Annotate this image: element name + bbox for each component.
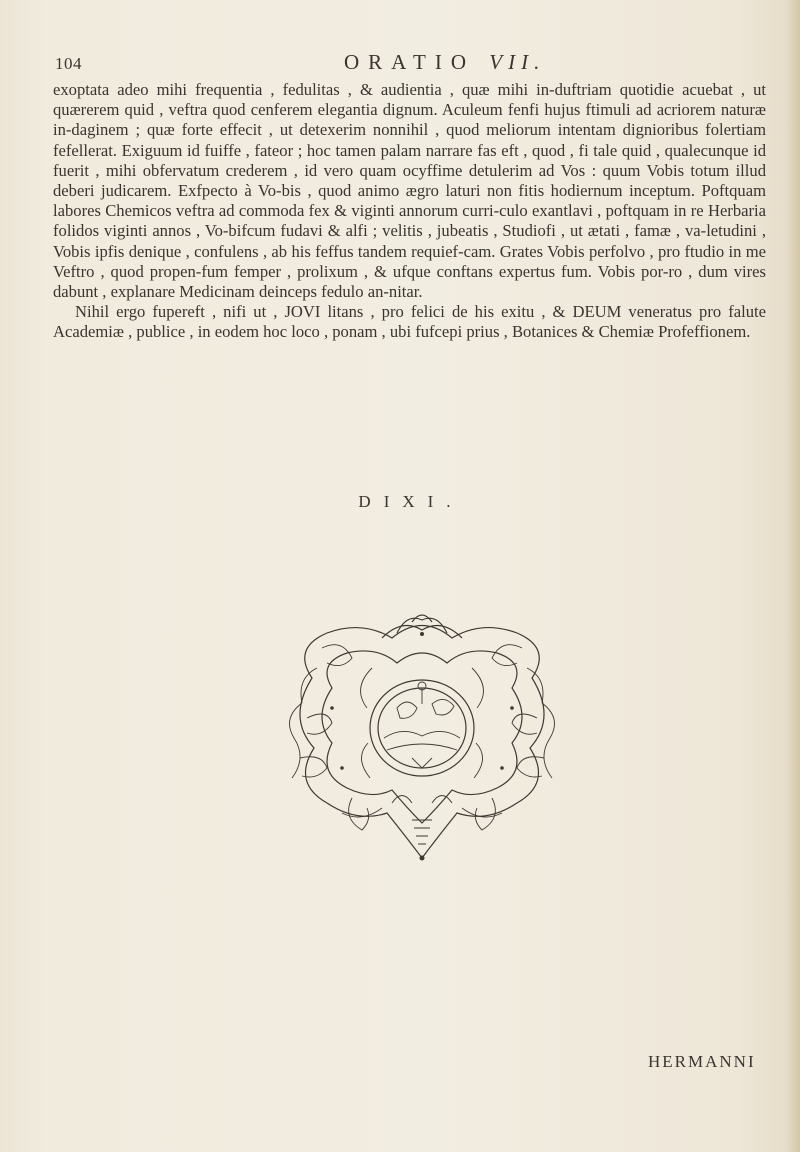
paragraph-2: Nihil ergo fupereft , nifi ut , JOVI litans , pro felici de his exitu , & DEUM veneratus pro falute Academiæ , publice , in eodem hoc loco , ponam , ubi fufcepi prius , Botanices & Chemiæ Profeffionem. xyxy=(53,302,766,342)
body-text xyxy=(53,80,766,343)
page-number: 104 xyxy=(55,54,82,73)
page-header xyxy=(0,50,800,80)
floral-vignette-ornament xyxy=(272,608,572,866)
page-edge-shadow xyxy=(786,0,800,1152)
running-head xyxy=(344,50,545,75)
running-head-numeral: VII. xyxy=(489,50,546,74)
closing-dixi: DIXI. xyxy=(358,492,464,511)
running-head-title: ORATIO xyxy=(344,50,475,74)
paragraph-1: exoptata adeo mihi frequentia , fedulitas , & audientia , quæ mihi in-duftriam quotidie acuebat , ut quærerem quid , veftra quod cenferem elegantia dignum. Aculeum fenfi hujus ftimuli ad acriorem naturæ in-daginem ; quæ forte effecit , ut detexerim nonnihil , quod meliorum intentam dignioribus folertiam fefellerat. Exiguum id fuiffe , fateor ; hoc tamen palam narrare fas eft , quod , fi tale quid , qualecunque id fuerit , mihi obfervatum crederem , id vero quam ocyffime detulerim ad Vos : quum Vobis totum illud deberi judicarem. Exfpecto à Vo-bis , quod animo ægro laturi non fitis hodiernum inceptum. Poftquam labores Chemicos veftra ad commoda fex & viginti annorum curri-culo exantlavi , poftquam in re Herbaria folidos viginti annos , Vo-bifcum fudavi & alfi ; velitis , jubeatis , Studiofi , ut ætati , famæ , va-letudini , Vobis ipfis denique , confulens , ab his feffus tandem requief-cam. Grates Vobis perfolvo , pro ftudio in me Veftro , quod propen-fum femper , prolixum , & ufque conftans expertus fum. Vobis por-ro , dum vires dabunt , explanare Medicinam deinceps fedulo an-nitar. xyxy=(53,80,766,302)
catchword: HERMANNI xyxy=(648,1052,756,1071)
